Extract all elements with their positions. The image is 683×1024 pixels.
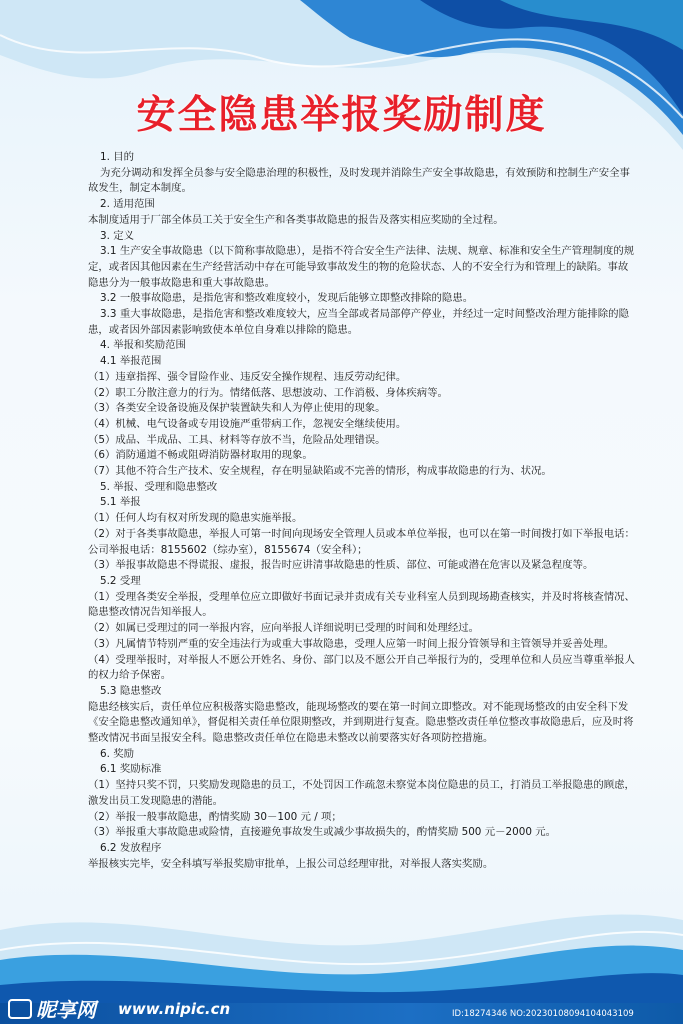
list-item: （2）对于各类事故隐患，举报人可第一时间向现场安全管理人员或本单位举报，也可以在第一时间拨打如下举报电话： [88,527,635,540]
subsection-heading: 5.1 举报 [100,496,141,509]
list-item: （1）坚持只奖不罚，只奖励发现隐患的员工，不处罚因工作疏忽未察觉本岗位隐患的员工，打消员工举报隐患的顾虑，激发出员工发现隐患的潜能。 [88,779,635,807]
paragraph: 3.3 重大事故隐患，是指危害和整改难度较大，应当全部或者局部停产停业，并经过一定时间整改治理方能排除的隐患，或者因外部因素影响致使本单位自身难以排除的隐患。 [88,308,629,336]
regulation-body [88,150,636,872]
watermark-logo [8,994,96,1023]
subsection-heading: 5.2 受理 [100,574,141,587]
list-item: （2）如属已受理过的同一举报内容，应向举报人详细说明已受理的时间和处理经过。 [88,622,480,635]
watermark-id: ID:18274346 NO:20230108094104043109 [452,1009,634,1019]
section-heading: 3. 定义 [100,229,134,242]
section-heading: 6. 奖励 [100,747,134,760]
list-item: （1）任何人均有权对所发现的隐患实施举报。 [88,512,303,525]
list-item: （1）受理各类安全举报，受理单位应立即做好书面记录并责成有关专业科室人员到现场勘查核实，并及时将核查情况、隐患整改情况告知举报人。 [88,590,635,619]
subsection-heading: 4.1 举报范围 [100,355,162,368]
hotline-text: 公司举报电话：8155602（综办室），8155674（安全科）； [88,543,368,556]
list-item: （3）凡属情节特别严重的安全违法行为或重大事故隐患，受理人应第一时间上报分管领导和主管领导并妥善处理。 [88,637,615,650]
nipic-logo-icon [8,999,32,1019]
section-heading: 4. 举报和奖励范围 [100,339,186,352]
subsection-heading: 6.2 发放程序 [100,841,162,854]
paragraph: 隐患经核实后，责任单位应积极落实隐患整改，能现场整改的要在第一时间立即整改。对不能现场整改的由安全科下发《安全隐患整改通知单》，督促相关责任单位限期整改，并到期进行复查。隐患整改责任单位整改事故隐患后，应及时将整改情况书面呈报安全科。隐患整改责任单位在隐患未整改以前要落实好各项防控措施。 [88,700,634,745]
list-item: （4）机械、电气设备或专用设施严重带病工作，忽视安全继续使用。 [88,417,407,430]
paragraph: 为充分调动和发挥全员参与安全隐患治理的积极性，及时发现并消除生产安全事故隐患，有效预防和控制生产安全事故发生，制定本制度。 [88,166,630,195]
paragraph: 本制度适用于厂部全体员工关于安全生产和各类事故隐患的报告及落实相应奖励的全过程。 [88,213,504,226]
list-item: （6）消防通道不畅或阻碍消防器材取用的现象。 [88,449,313,462]
list-item: （4）受理举报时，对举报人不愿公开姓名、身份、部门以及不愿公开自己举报行为的，受理单位和人员应当尊重举报人的权力给予保密。 [88,653,635,682]
list-item: （3）各类安全设备设施及保护装置缺失和人为停止使用的现象。 [88,402,386,415]
list-item: （3）举报事故隐患不得谎报、虚报，报告时应讲清事故隐患的性质、部位、可能或潜在危害以及紧急程度等。 [88,559,594,572]
section-heading: 1. 目的 [100,151,134,163]
list-item: （1）违章指挥、强令冒险作业、违反安全操作规程、违反劳动纪律。 [88,370,407,383]
watermark-url: www.nipic.cn [118,1000,231,1018]
paragraph: 3.2 一般事故隐患，是指危害和整改难度较小，发现后能够立即整改排除的隐患。 [100,292,474,305]
poster-title: 安全隐患举报奖励制度 [136,93,547,138]
list-item: （2）举报一般事故隐患，酌情奖励 30－100 元 / 项； [88,810,342,823]
list-item: （2）职工分散注意力的行为。情绪低落、思想波动、工作消极、身体疾病等。 [88,386,448,399]
paragraph: 举报核实完毕，安全科填写举报奖励审批单，上报公司总经理审批，对举报人落实奖励。 [88,857,494,870]
watermark-logo-text: 昵享网 [36,998,96,1022]
list-item: （3）举报重大事故隐患或险情，直接避免事故发生或减少事故损失的，酌情奖励 500 元－2000 元。 [88,826,557,839]
subsection-heading: 6.1 奖励标准 [100,763,162,776]
list-item: （5）成品、半成品、工具、材料等存放不当，危险品处理错误。 [88,433,386,446]
section-heading: 5. 举报、受理和隐患整改 [100,480,218,493]
list-item: （7）其他不符合生产技术、安全规程，存在明显缺陷或不完善的情形，构成事故隐患的行为、状况。 [88,465,552,478]
paragraph: 3.1 生产安全事故隐患（以下简称事故隐患），是指不符合安全生产法律、法规、规章、标准和安全生产管理制度的规定，或者因其他因素在生产经营活动中存在可能导致事故发生的物的危险状态、人的不安全行为和管理上的缺陷。事故隐患分为一般事故隐患和重大事故隐患。 [88,245,635,289]
subsection-heading: 5.3 隐患整改 [100,684,162,697]
section-heading: 2. 适用范围 [100,198,155,211]
